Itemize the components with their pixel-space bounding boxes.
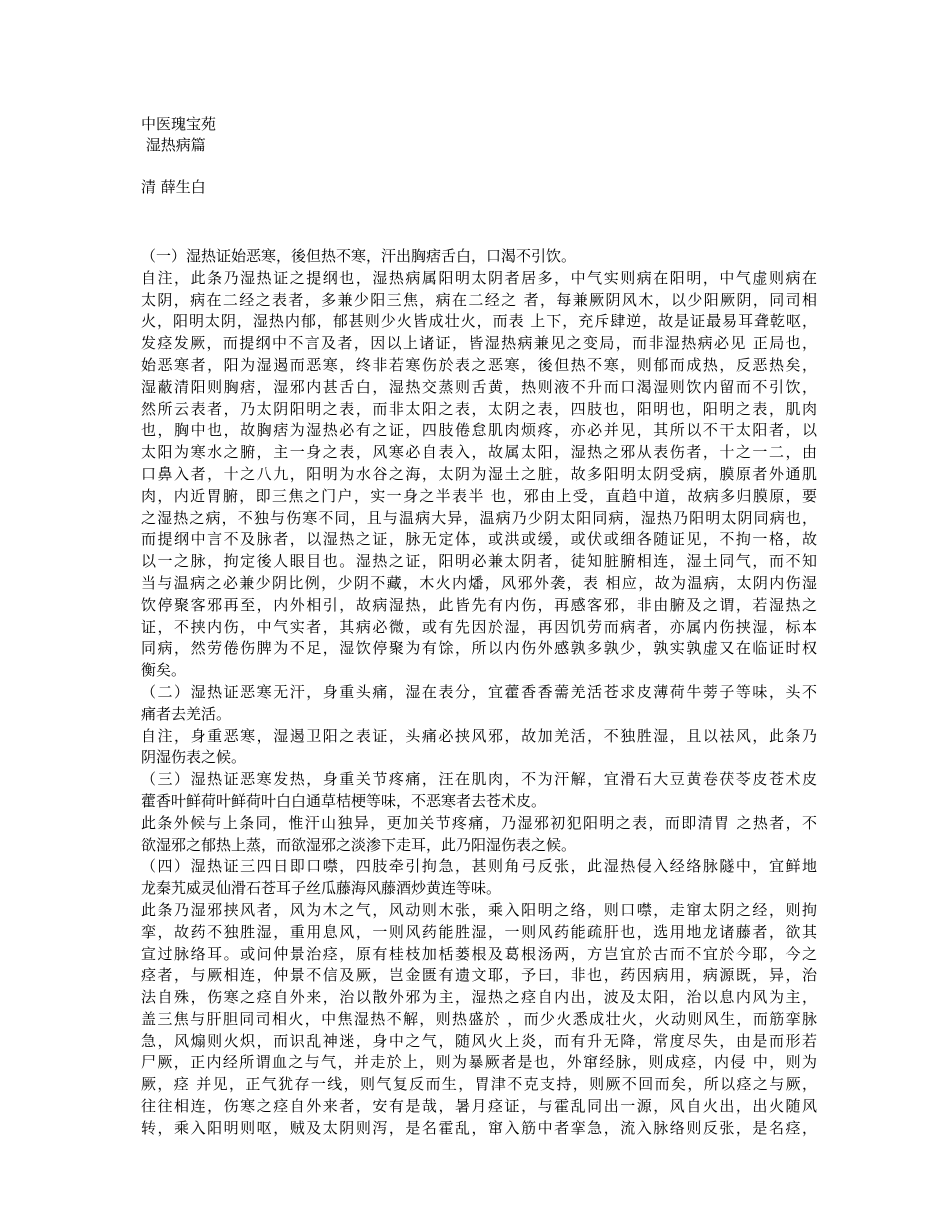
text-line: 转，乘入阳明则呕，贼及太阴则泻，是名霍乱，窜入筋中者挛急，流入脉络则反张，是名痉， bbox=[141, 1118, 817, 1137]
text-line: 湿蔽清阳则胸痞，湿邪内甚舌白，湿热交蒸则舌黄，热则液不升而口渴湿则饮内留而不引饮， bbox=[141, 377, 817, 396]
text-line: （一）湿热证始恶寒，後但热不寒，汗出胸痞舌白，口渴不引饮。 bbox=[141, 247, 577, 265]
body-text bbox=[141, 246, 817, 1140]
text-line: 法自殊，伤寒之痉自外来，治以散外邪为主，湿热之痉自内出，波及太阳，治以息内风为主， bbox=[141, 988, 817, 1007]
text-line: 阴湿伤表之候。 bbox=[141, 748, 247, 767]
text-line: 太阴，病在二经之表者，多兼少阳三焦，病在二经之 者，每兼厥阴风木，以少阳厥阴，同司相 bbox=[141, 290, 817, 309]
text-line: 衡矣。 bbox=[141, 661, 187, 680]
text-line: 自注，此条乃湿热证之提纲也，湿热病属阳明太阴者居多，中气实则病在阳明，中气虚则病在 bbox=[141, 268, 817, 287]
text-line: （四）湿热证三四日即口噤，四肢牵引拘急，甚则角弓反张，此湿热侵入经络脉隧中，宜鲜地 bbox=[141, 857, 817, 876]
text-line: 欲湿邪之郁热上蒸，而欲湿邪之淡渗下走耳，此乃阳湿伤表之候。 bbox=[141, 835, 577, 854]
text-line: （二）湿热证恶寒无汗，身重头痛，湿在表分，宜藿香香薷羌活苍求皮薄荷牛蒡子等味，头不 bbox=[141, 682, 817, 701]
text-line: 证，不挟内伤，中气实者，其病必微，或有先因於湿，再因饥劳而病者，亦属内伤挟湿，标本 bbox=[141, 617, 817, 636]
text-line: 太阳为寒水之腑，主一身之表，风寒必自表入，故属太阳，湿热之邪从表伤者，十之一二，由 bbox=[141, 443, 817, 462]
text-line: 藿香叶鲜荷叶鲜荷叶白白通草桔梗等味，不恶寒者去苍术皮。 bbox=[141, 791, 547, 810]
text-line: 口鼻入者，十之八九，阳明为水谷之海，太阴为湿土之脏，故多阳明太阴受病，膜原者外通肌 bbox=[141, 464, 817, 483]
text-line: 同病，然劳倦伤脾为不足，湿饮停聚为有馀，所以内伤外感孰多孰少，孰实孰虚又在临证时权 bbox=[141, 639, 817, 658]
text-line: 急，风煽则火炽，而识乱神迷，身中之气，随风火上炎，而有升无降，常度尽失，由是而形若 bbox=[141, 1031, 817, 1050]
text-line: 宣过脉络耳。或问仲景治痉，原有桂枝加栝蒌根及葛根汤两，方岂宜於古而不宜於今耶，今之 bbox=[141, 944, 817, 963]
text-line: 痉者，与厥相连，仲景不信及厥，岂金匮有遗文耶，予曰，非也，药因病用，病源既，异，治 bbox=[141, 966, 817, 985]
text-line: 此条外候与上条同，惟汗山独异，更加关节疼痛，乃湿邪初犯阳明之表，而即清胃 之热者，不 bbox=[141, 813, 817, 832]
collection-title: 中医瑰宝苑 bbox=[141, 115, 217, 133]
text-line: 然所云表者，乃太阴阳明之表，而非太阳之表，太阴之表，四肢也，阳明也，阳明之表，肌肉 bbox=[141, 399, 817, 418]
chapter-title: 湿热病篇 bbox=[141, 136, 206, 154]
text-line: 而提纲中言不及脉者，以湿热之证，脉无定体，或洪或缓，或伏或细各随证见，不拘一格，故 bbox=[141, 530, 817, 549]
text-line: 龙秦艽威灵仙滑石苍耳子丝瓜藤海风藤酒炒黄连等味。 bbox=[141, 879, 502, 898]
author-line: 清 薛生白 bbox=[141, 178, 206, 196]
text-line: 此条乃湿邪挟风者，风为木之气，风动则木张，乘入阳明之络，则口噤，走窜太阴之经，则拘 bbox=[141, 900, 817, 919]
text-line: 盖三焦与肝胆同司相火，中焦湿热不解，则热盛於 ，而少火悉成壮火，火动则风生，而筋挛脉 bbox=[141, 1009, 817, 1028]
text-line: 挛，故药不独胜湿，重用息风，一则风药能胜湿，一则风药能疏肝也，选用地龙诸藤者，欲其 bbox=[141, 922, 817, 941]
text-line: （三）湿热证恶寒发热，身重关节疼痛，汪在肌肉，不为汗解，宜滑石大豆黄卷茯苓皮苍术皮 bbox=[141, 770, 817, 789]
text-line: 以一之脉，拘定後人眼目也。湿热之证，阳明必兼太阴者，徒知脏腑相连，湿土同气，而不知 bbox=[141, 552, 817, 571]
text-line: 痛者去羌活。 bbox=[141, 704, 232, 723]
text-line: 火，阳明太阴，湿热内郁，郁甚则少火皆成壮火，而表 上下，充斥肆逆，故是证最易耳聋乾呕， bbox=[141, 312, 817, 331]
text-line: 发痉发厥，而提纲中不言及者，因以上诸证，皆湿热病兼见之变局，而非湿热病必见 正局也， bbox=[141, 334, 817, 353]
text-line: 当与温病之必兼少阴比例，少阴不藏，木火内燔，风邪外袭，表 相应，故为温病，太阴内伤湿 bbox=[141, 573, 817, 592]
text-line: 厥，痉 并见，正气犹存一线，则气复反而生，胃津不克支持，则厥不回而矣，所以痉之与厥， bbox=[141, 1075, 817, 1094]
text-line: 之湿热之病，不独与伤寒不同，且与温病大异，温病乃少阴太阳同病，湿热乃阳明太阴同病也， bbox=[141, 508, 817, 527]
text-line: 饮停聚客邪再至，内外相引，故病湿热，此皆先有内伤，再感客邪，非由腑及之谓，若湿热之 bbox=[141, 595, 817, 614]
text-line: 肉，内近胃腑，即三焦之门户，实一身之半表半 也，邪由上受，直趋中道，故病多归膜原，要 bbox=[141, 486, 817, 505]
text-line: 尸厥，正内经所谓血之与气，并走於上，则为暴厥者是也，外窜经脉，则成痉，内侵 中，则为 bbox=[141, 1053, 817, 1072]
text-line: 也，胸中也，故胸痞为湿热必有之证，四肢倦怠肌肉烦疼，亦必并见，其所以不干太阳者，以 bbox=[141, 421, 817, 440]
text-line: 始恶寒者，阳为湿遏而恶寒，终非若寒伤於表之恶寒，後但热不寒，则郁而成热，反恶热矣， bbox=[141, 355, 817, 374]
text-line: 往往相连，伤寒之痉自外来者，安有是哉，暑月痉证，与霍乱同出一源，风自火出，出火随风 bbox=[141, 1097, 817, 1116]
text-line: 自注，身重恶寒，湿遏卫阳之表证，头痛必挟风邪，故加羌活，不独胜湿，且以祛风，此条乃 bbox=[141, 726, 817, 745]
